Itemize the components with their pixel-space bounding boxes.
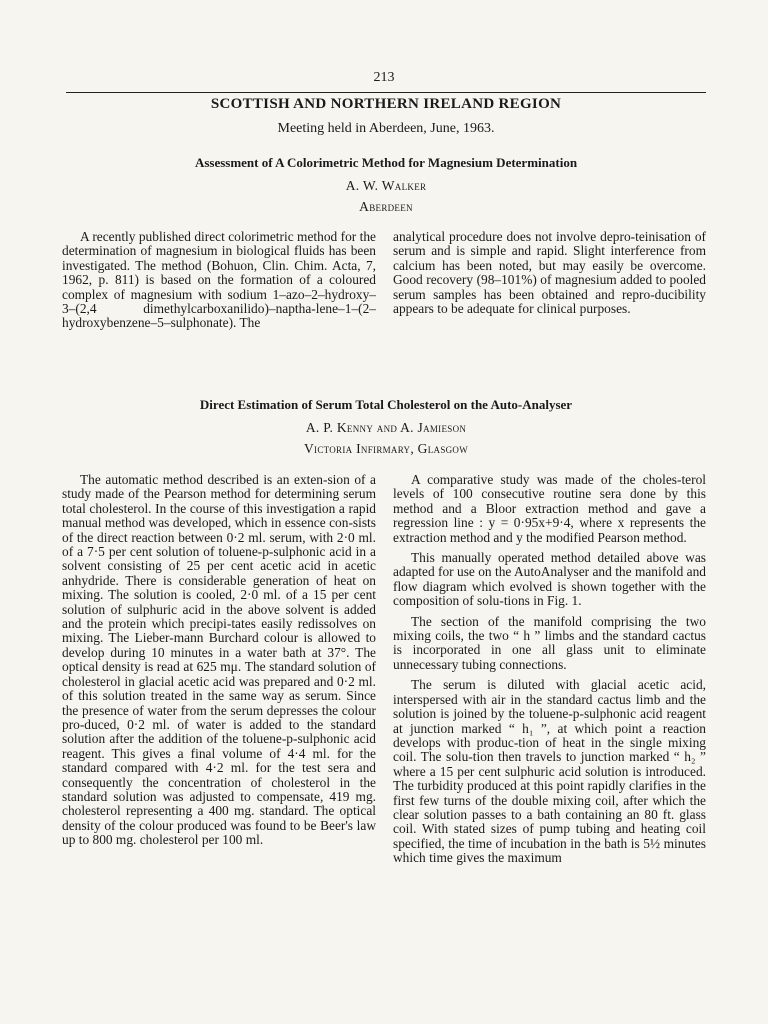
article2-right-paragraph-2: This manually operated method detailed above was adapted for use on the AutoAnalyser and the manifold and flow diagram which evolved is shown together with the composition of solu-tions in Fig. 1. — [393, 550, 706, 609]
meeting-info: Meeting held in Aberdeen, June, 1963. — [277, 121, 495, 136]
page-number: 213 — [373, 70, 395, 85]
article2-column-left — [62, 473, 376, 848]
article2-affiliation: Victoria Infirmary, Glasgow — [303, 441, 469, 456]
article1-affiliation: Aberdeen — [359, 199, 413, 214]
article2-column-right — [393, 473, 706, 866]
article1-title: Assessment of A Colorimetric Method for Magnesium Determination — [194, 155, 578, 170]
article2-right-paragraph-3: The section of the manifold comprising the two mixing coils, the two “ h ” limbs and the standard cactus is incorporated in one all glass unit to eliminate unnecessary tubing connections. — [393, 613, 706, 672]
article1-column-right — [393, 230, 706, 316]
header-rule — [66, 92, 706, 93]
article1-column-left — [62, 230, 376, 331]
article2-right-paragraph-4: The serum is diluted with glacial acetic acid, interspersed with air in the standard cactus limb and the solution is joined by the toluene-p-sulphonic acid reagent at junction marked “ h₁ ”, at which point a reaction develops with produc-tion of heat in the single mixing coil. The solu-tion then travels to junction marked “ h₂ ” where a 15 per cent sulphuric acid solution is introduced. The turbidity produced at this point rapidly clarifies in the first few turns of the double mixing coil, after which the clear solution passes to a bath containing an 80 ft. glass coil. With stated sizes of pump tubing and heating coil specified, the time of incubation in the bath is 5½ minutes which time gives the maximum — [393, 677, 706, 866]
article1-right-text: analytical procedure does not involve depro-teinisation of serum and is simple and rapid. Slight interference from calcium has been noted, but may easily be overcome. Good recovery (98–101%) of magnesium added to pooled serum samples has been obtained and repro-ducibility appears to be adequate for clinical purposes. — [393, 229, 706, 317]
article1-left-text: A recently published direct colorimetric method for the determination of magnesium in biological fluids has been investigated. The method (Bohuon, Clin. Chim. Acta, 7, 1962, p. 811) is based on the formation of a coloured complex of magnesium with sodium 1–azo–2–hydroxy–3–(2,4 dimethylcarboxanilido)–naptha-lene–1–(2–hydroxybenzene–5–sulphonate). The — [62, 229, 376, 331]
article2-title: Direct Estimation of Serum Total Cholesterol on the Auto-Analyser — [199, 397, 573, 412]
article2-left-text: The automatic method described is an exten-sion of a study made of the Pearson method for determining serum total cholesterol. In the course of this investigation a rapid manual method was developed, which in essence con-sists of the direct reaction between 0·2 ml. serum, with 2·0 ml. of a 7·5 per cent solution of toluene-p-sulphonic acid in a solvent consisting of 25 per cent acetic acid in acetic anhydride. There is considerable generation of heat on mixing. The solution is cooled, 2·0 ml. of a 15 per cent solution of sulphuric acid in the above solvent is added and the protein which precipi-tates easily redissolves on mixing. The Lieber-mann Burchard colour is allowed to develop during 10 minutes in a water bath at 37°. The optical density is read at 625 mμ. The standard solution of cholesterol in glacial acetic acid was prepared and 0·2 ml. of this solution treated in the same way as serum. Since the presence of water from the serum depresses the colour pro-duced, 0·2 ml. of water is added to the standard solution after the addition of the toluene-p-sulphonic acid reagent. This gives a final volume of 4·4 ml. for the standard compared with 4·2 ml. for the test sera and consequently the concentration of cholesterol in the standard solution was adjusted to compensate, 419 mg. cholesterol representing a 400 mg. standard. The optical density of the colour produced was found to be Beer's law up to 800 mg. cholesterol per 100 ml. — [62, 472, 376, 848]
article1-author: A. W. Walker — [345, 178, 427, 193]
region-title: SCOTTISH AND NORTHERN IRELAND REGION — [210, 96, 562, 112]
article2-authors: A. P. Kenny and A. Jamieson — [305, 420, 467, 435]
article2-right-paragraph-1: A comparative study was made of the choles-terol levels of 100 consecutive routine sera done by this method and a Bloor extraction method and gave a regression line : y = 0·95x+9·4, where x represents the extraction method and y the modified Pearson method. — [393, 472, 706, 545]
